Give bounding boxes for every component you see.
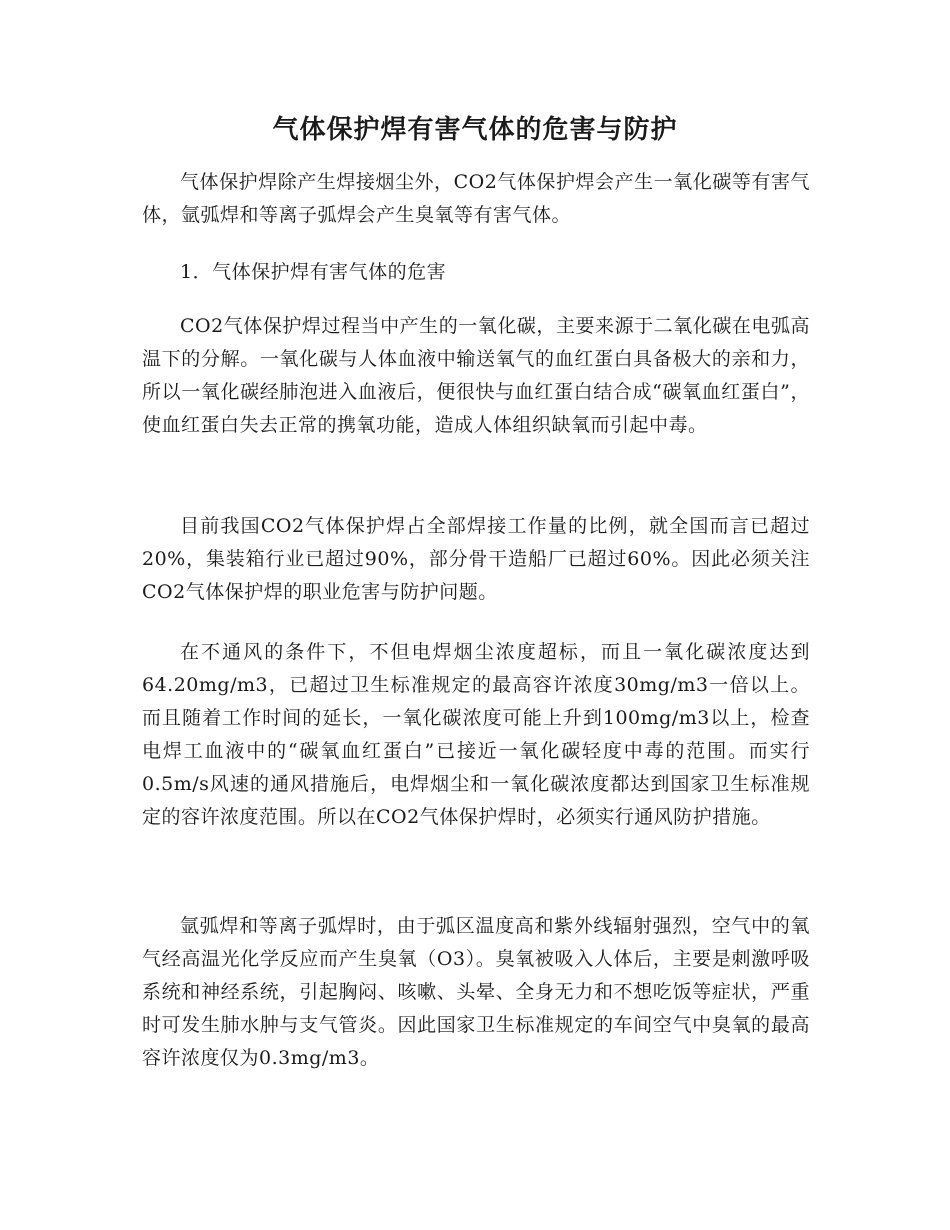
paragraph-usage-ratio: 目前我国CO2气体保护焊占全部焊接工作量的比例，就全国而言已超过20%，集装箱行业已超过90%，部分骨干造船厂已超过60%。因此必须关注CO2气体保护焊的职业危害与防护问题。 <box>142 515 810 603</box>
paragraph-co-hazard: CO2气体保护焊过程当中产生的一氧化碳，主要来源于二氧化碳在电弧高温下的分解。一氧化碳与人体血液中输送氧气的血红蛋白具备极大的亲和力，所以一氧化碳经肺泡进入血液后，便很快与血红蛋白结合成“碳氧血红蛋白”，使血红蛋白失去正常的携氧功能，造成人体组织缺氧而引起中毒。 <box>142 315 810 436</box>
paragraph-intro: 气体保护焊除产生焊接烟尘外，CO2气体保护焊会产生一氧化碳等有害气体，氩弧焊和等离子弧焊会产生臭氧等有害气体。 <box>142 171 810 226</box>
paragraph-ventilation: 在不通风的条件下，不但电焊烟尘浓度超标，而且一氧化碳浓度达到64.20mg/m3，已超过卫生标准规定的最高容许浓度30mg/m3一倍以上。而且随着工作时间的延长，一氧化碳浓度可能上升到100mg/m3以上，检查电焊工血液中的“碳氧血红蛋白”已接近一氧化碳轻度中毒的范围。而实行0.5m/s风速的通风措施后，电焊烟尘和一氧化碳浓度都达到国家卫生标准规定的容许浓度范围。所以在CO2气体保护焊时，必须实行通风防护措施。 <box>142 641 810 828</box>
paragraph-ozone: 氩弧焊和等离子弧焊时，由于弧区温度高和紫外线辐射强烈，空气中的氧气经高温光化学反应而产生臭氧（O3）。臭氧被吸入人体后，主要是刺激呼吸系统和神经系统，引起胸闷、咳嗽、头晕、全身无力和不想吃饭等症状，严重时可发生肺水肿与支气管炎。因此国家卫生标准规定的车间空气中臭氧的最高容许浓度仅为0.3mg/m3。 <box>142 915 810 1069</box>
document-title: 气体保护焊有害气体的危害与防护 <box>272 115 678 145</box>
section-heading-hazards: 1．气体保护焊有害气体的危害 <box>180 261 447 283</box>
